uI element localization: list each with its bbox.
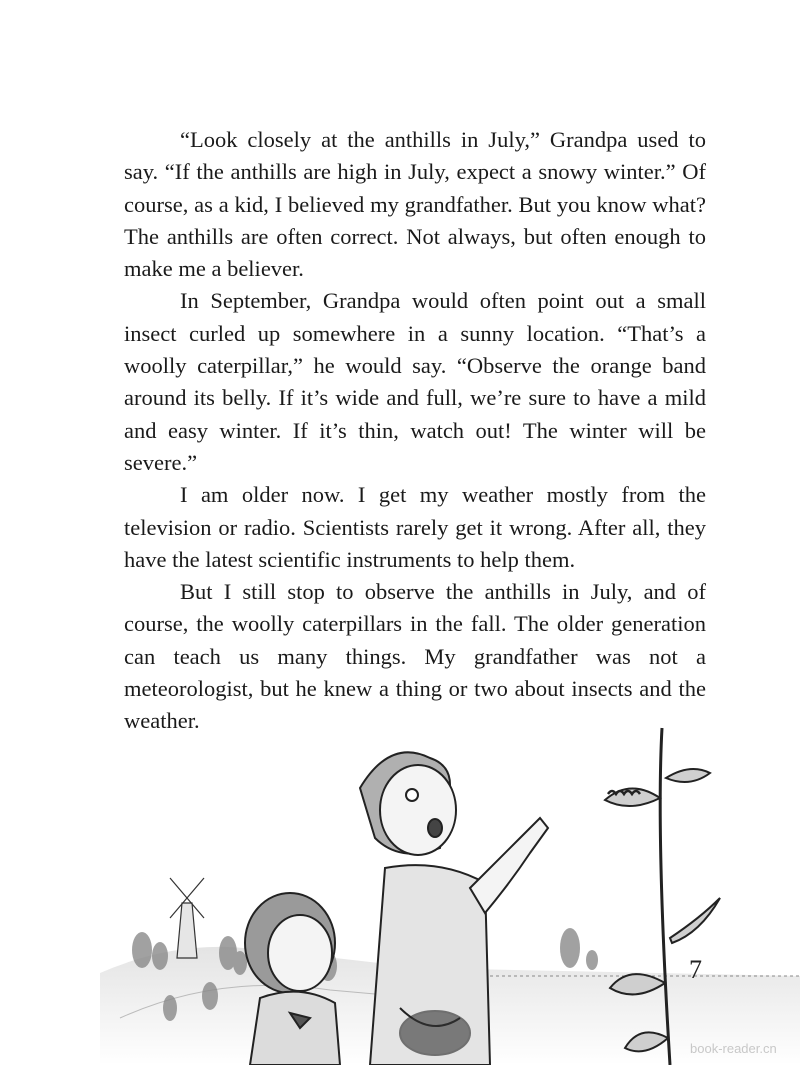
paragraph-1: “Look closely at the anthills in July,” Grandpa used to say. “If the anthills are high in July, expect a snowy winter.” Of course, as a kid, I believed my grandfather. But you know what? The anthills are often correct. Not always, but often enough to make me a believer. (124, 127, 706, 282)
windmill (170, 878, 204, 958)
paragraph-4: But I still stop to observe the anthills in July, and of course, the woolly caterpillars in the fall. The older generation can teach us many things. My grandfather was not a meteorologist, but he knew a thing or two about insects and the weather. (124, 579, 706, 734)
watermark: book-reader.cn (690, 1041, 777, 1056)
story-text (124, 124, 706, 738)
paragraph-2: In September, Grandpa would often point out a small insect curled up somewhere in a sunny location. “That’s a woolly caterpillar,” he would say. “Observe the orange band around its belly. If it’s wide and full, we’re sure to have a mild and easy winter. If it’s thin, watch out! The winter will be severe.” (124, 288, 706, 475)
paragraph-3: I am older now. I get my weather mostly from the television or radio. Scientists rarely get it wrong. After all, they have the latest scientific instruments to help them. (124, 482, 706, 572)
grandpa-and-girl-illustration (100, 718, 800, 1065)
page-number: 7 (689, 955, 702, 984)
